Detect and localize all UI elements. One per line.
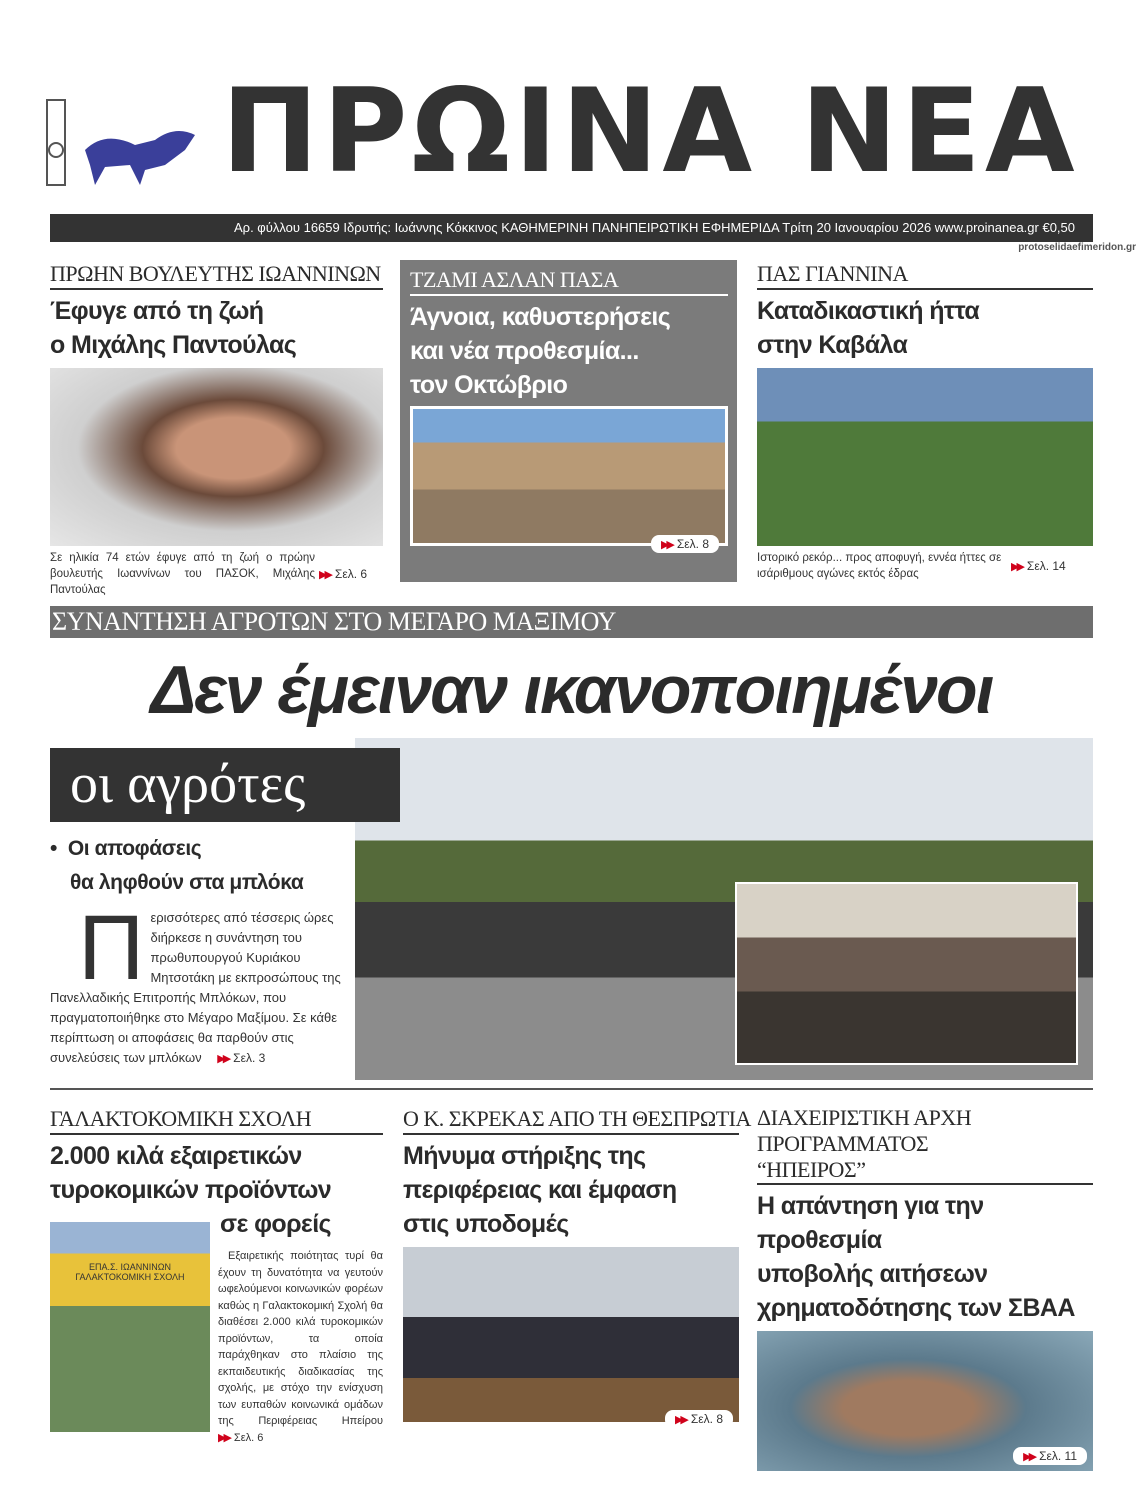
watermark: protoselidaefimeridon.gr [1018, 242, 1136, 253]
event-photo [403, 1247, 739, 1426]
lead-headline-box: οι αγρότες [50, 748, 400, 822]
kicker: ΓΑΛΑΚΤΟΚΟΜΙΚΗ ΣΧΟΛΗ [50, 1105, 383, 1135]
article-aslan-pasha [410, 266, 728, 551]
lead-bullet: • Οι αποφάσεις θα ληφθούν στα μπλόκα [50, 837, 304, 894]
body: Εξαιρετικής ποιότητας τυρί θα έχουν τη δυνατότητα να γευτούν ωφελούμενοι κοινωνικών φορέων καθώς η Γαλακτοκομική Σχολή θα διαθέσει 2.000 κιλά τυροκομικών προϊόντων, τα οποία παράχθηκαν στο πλαίσιο της εκπαιδευτικής διαδικασίας της σχολής, με στόχο την ενίσχυση των ευπαθών κοινωνικά ομάδων της Περιφέρειας Ηπείρου ▶▶ Σελ. 6 [218, 1250, 383, 1444]
headline[interactable]: Άγνοια, καθυστερήσεις και νέα προθεσμία... τον Οκτώβριο [410, 303, 671, 399]
masthead-title: ΠΡΩΙΝΑ ΝΕΑ [221, 64, 1079, 199]
kicker: ΔΙΑΧΕΙΡΙΣΤΙΚΗ ΑΡΧΗ ΠΡΟΓΡΑΜΜΑΤΟΣ “ΗΠΕΙΡΟΣ” [757, 1105, 1093, 1185]
headline[interactable]: 2.000 κιλά εξαιρετικών τυροκομικών προϊόντων σε φορείς [50, 1142, 332, 1238]
portrait-photo [50, 368, 383, 546]
article-pas-giannina[interactable] [757, 260, 1093, 582]
headline[interactable]: Η απάντηση για την προθεσμία υποβολής αιτήσεων χρηματοδότησης των ΣΒΑΑ [757, 1192, 1075, 1322]
issue-info-bar: Αρ. φύλλου 16659 Ιδρυτής: Ιωάννης Κόκκινος ΚΑΘΗΜΕΡΙΝΗ ΠΑΝΗΠΕΙΡΩΤΙΚΗ ΕΦΗΜΕΡΙΔΑ Τρίτη 20 Ιανουαρίου 2026 www.proinanea.gr €0,50 [50, 214, 1093, 242]
page-ref: ▶▶ Σελ. 14 [1011, 559, 1066, 573]
school-sign: ΕΠΑ.Σ. ΙΩΑΝΝΙΝΩΝ ΓΑΛΑΚΤΟΚΟΜΙΚΗ ΣΧΟΛΗ [75, 1262, 185, 1282]
ioannina-aerial-photo [757, 1331, 1093, 1471]
kicker: ΠΑΣ ΓΙΑΝΝΙΝΑ [757, 260, 1093, 290]
lead-body: Περισσότερες από τέσσερις ώρες διήρκεσε η συνάντηση του πρωθυπουργού Κυριάκου Μητσοτάκη με εκπροσώπους της Πανελλαδικής Επιτροπής Μπλόκων, που πραγματοποιήθηκε στο Μέγαρο Μαξίμου. Σε κάθε περίπτωση οι αποφάσεις θα παρθούν στις συνελεύσεις των μπλόκων ▶▶ Σελ. 3 [50, 897, 341, 1065]
dropcap: Π [78, 897, 145, 999]
page-ref: ▶▶ Σελ. 11 [1013, 1447, 1087, 1465]
kicker: ΤΖΑΜΙ ΑΣΛΑΝ ΠΑΣΑ [410, 266, 728, 296]
headline[interactable]: Καταδικαστική ήττα στην Καβάλα [757, 297, 980, 359]
article-pantoulas[interactable] [50, 260, 383, 598]
headline[interactable]: Μήνυμα στήριξης της περιφέρειας και έμφαση στις υποδομές [403, 1142, 677, 1238]
lead-kicker-banner: ΣΥΝΑΝΤΗΣΗ ΑΓΡΟΤΩΝ ΣΤΟ ΜΕΓΑΡΟ ΜΑΞΙΜΟΥ [50, 606, 1093, 638]
school-photo [50, 1222, 210, 1432]
caption: Ιστορικό ρεκόρ... προς αποφυγή, εννέα ήττες σε ισάριθμους αγώνες εκτός έδρας [757, 552, 1002, 580]
divider [50, 1088, 1093, 1090]
headline[interactable]: Έφυγε από τη ζωή ο Μιχάλης Παντούλας [50, 297, 297, 359]
page-ref: ▶▶ Σελ. 8 [651, 535, 719, 553]
article-skrekas[interactable] [403, 1105, 751, 1426]
publisher-logo [45, 95, 205, 195]
lead-headline[interactable]: Δεν έμειναν ικανοποιημένοι [150, 652, 993, 728]
meeting-photo [735, 882, 1078, 1065]
page-ref: ▶▶ Σελ. 8 [665, 1410, 733, 1428]
mosque-photo [410, 406, 728, 551]
page-ref: ▶▶ Σελ. 6 [319, 567, 368, 581]
article-dairy-school[interactable] [50, 1105, 383, 1241]
page-ref: ▶▶ Σελ. 6 [218, 1431, 264, 1444]
kicker: ΠΡΩΗΝ ΒΟΥΛΕΥΤΗΣ ΙΩΑΝΝΙΝΩΝ [50, 260, 383, 290]
article-sbaa[interactable] [757, 1105, 1093, 1471]
football-photo [757, 368, 1093, 546]
caption: Σε ηλικία 74 ετών έφυγε από τη ζωή ο πρώην βουλευτής Ιωαννίνων του ΠΑΣΟΚ, Μιχάλης Παντούλας [50, 552, 315, 596]
page-ref: ▶▶ Σελ. 3 [217, 1051, 266, 1065]
kicker: Ο Κ. ΣΚΡΕΚΑΣ ΑΠΟ ΤΗ ΘΕΣΠΡΩΤΙΑ [403, 1105, 739, 1135]
